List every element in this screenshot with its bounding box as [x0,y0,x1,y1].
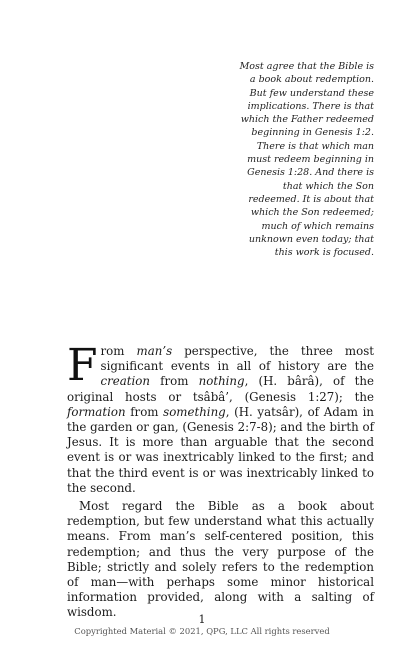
emphasis-nothing: nothing [198,374,245,389]
emphasis-something: something [163,404,226,419]
epigraph-line: redeemed. It is about that [248,193,374,205]
emphasis-mans: man’s [136,344,173,358]
epigraph-line: unknown even today; that [248,233,374,245]
epigraph-line: much of which remains [261,220,374,232]
emphasis-creation: creation [100,374,151,389]
drop-cap: F [67,340,98,391]
page-number: 1 [198,613,206,626]
paragraph-1 [67,340,374,496]
epigraph-line: Most agree that the Bible is [239,61,374,72]
epigraph-line: which the Father redeemed [240,114,374,126]
copyright-notice: Copyrighted Material © 2021, QPG, LLC All rights reserved [74,626,330,636]
paragraph-1-text: , (H. bârâ), of the original hosts or tsâbâ’, (Genesis 1:27); the [67,374,374,404]
body-text [67,340,374,624]
epigraph-line: which the Son redeemed; [250,207,374,219]
paragraph-1-text: rom [100,344,137,358]
epigraph-line: must redeem beginning in [247,154,374,166]
epigraph-line: implications. There is that [247,100,374,112]
epigraph-line: that which the Son [282,180,374,192]
paragraph-1-text: perspective, the three most significant events in all of history are the [100,344,374,374]
paragraph-1-text: from [125,404,164,419]
epigraph-line: But few understand these [249,87,374,99]
paragraph-1-text: from [150,374,199,389]
epigraph-line: this work is focused. [274,247,374,259]
paragraph-1-text: , (H. yatsâr), of Adam in the garden or gan, (Genesis 2:7-8); and the birth of Jesus. It is more than arguable that the second event is or was inextricably linked to the first; and that the third event is or was inextricably linked to the second. [67,404,374,495]
epigraph-line: Genesis 1:28. And there is [247,167,374,179]
epigraph-line: a book about redemption. [249,74,374,86]
emphasis-formation: formation [67,404,126,419]
epigraph-line: beginning in Genesis 1:2. [251,127,374,139]
epigraph [236,60,374,259]
paragraph-2: Most regard the Bible as a book about redemption, but few understand what this actually means. From man’s self-centered position, this redemption; and thus the very purpose of the Bible; strictly and solely refers to the redemption of man—with perhaps some minor historical information provided, along with a salting of wisdom. [67,499,374,620]
epigraph-line: There is that which man [256,140,374,152]
